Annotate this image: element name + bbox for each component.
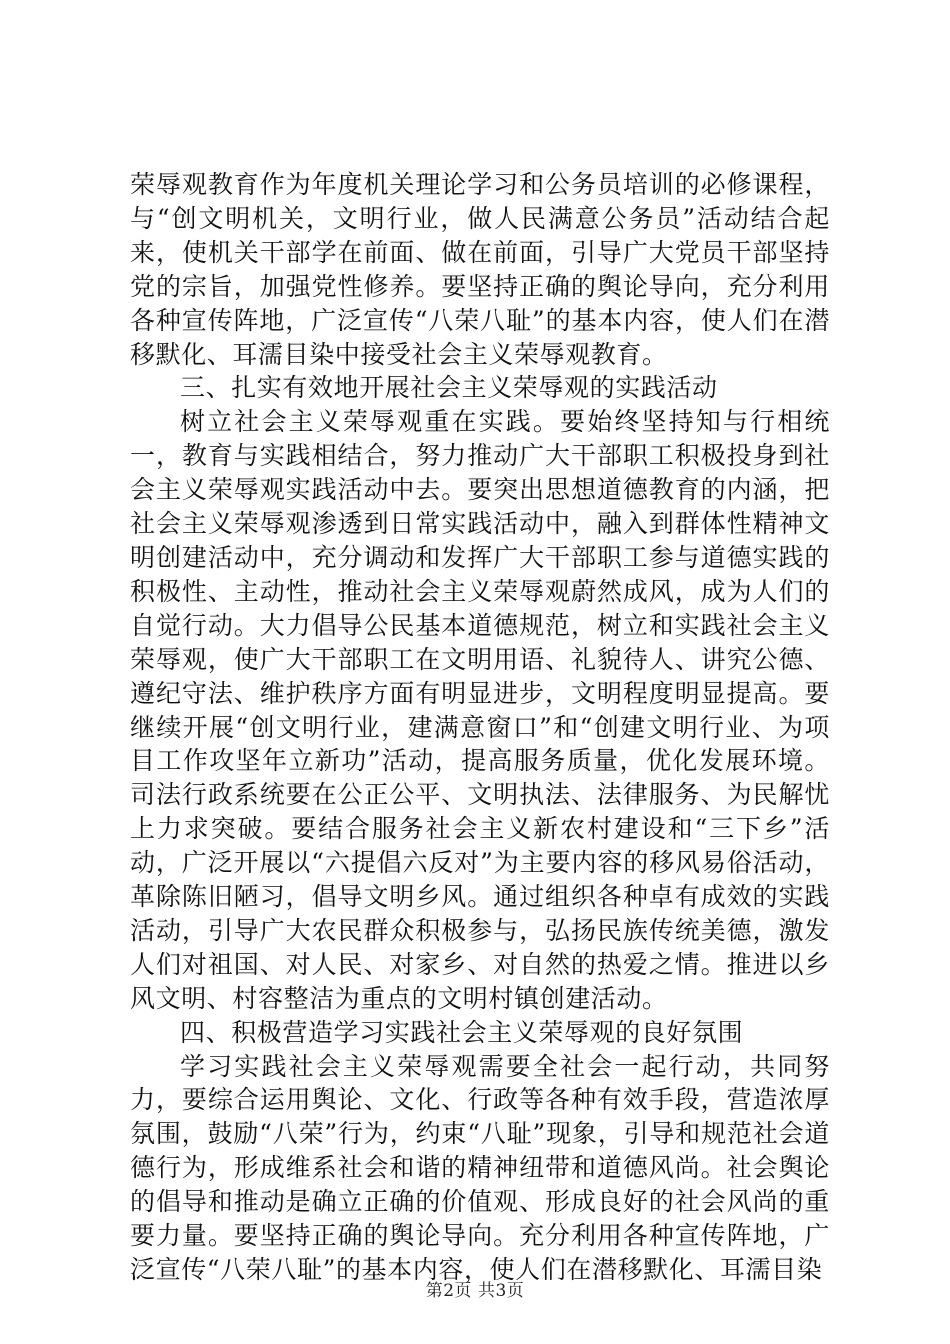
paragraph-atmosphere: 学习实践社会主义荣辱观需要全社会一起行动，共同努力，要综合运用舆论、文化、行政等各种有效手段，营造浓厚氛围，鼓励“八荣”行为，约束“八耻”现象，引导和规范社会道德行为，形成维系社会和谐的精神纽带和道德风尚。社会舆论的倡导和推动是确立正确的价值观、形成良好的社会风尚的重要力量。要坚持正确的舆论导向。充分利用各种宣传阵地，广泛宣传“八荣八耻”的基本内容，使人们在潜移默化、耳濡目染 (130, 1051, 830, 1284)
section-heading-3: 三、扎实有效地开展社会主义荣辱观的实践活动 (180, 373, 718, 403)
page-number-footer: 第2页 共3页 (425, 1281, 525, 1301)
paragraph-continuation: 荣辱观教育作为年度机关理论学习和公务员培训的必修课程，与“创文明机关，文明行业，做人民满意公务员”活动结合起来，使机关干部学在前面、做在前面，引导广大党员干部坚持党的宗旨，加强党性修养。要坚持正确的舆论导向，充分利用各种宣传阵地，广泛宣传“八荣八耻”的基本内容，使人们在潜移默化、耳濡目染中接受社会主义荣辱观教育。 (130, 170, 830, 369)
paragraph-practice: 树立社会主义荣辱观重在实践。要始终坚持知与行相统一，教育与实践相结合，努力推动广大干部职工积极投身到社会主义荣辱观实践活动中去。要突出思想道德教育的内涵，把社会主义荣辱观渗透到日常实践活动中，融入到群体性精神文明创建活动中，充分调动和发挥广大干部职工参与道德实践的积极性、主动性，推动社会主义荣辱观蔚然成风，成为人们的自觉行动。大力倡导公民基本道德规范，树立和实践社会主义荣辱观，使广大干部职工在文明用语、礼貌待人、讲究公德、遵纪守法、维护秩序方面有明显进步，文明程度明显提高。要继续开展“创文明行业，建满意窗口”和“创建文明行业、为项目工作攻坚年立新功”活动，提高服务质量，优化发展环境。司法行政系统要在公正公平、文明执法、法律服务、为民解忧上力求突破。要结合服务社会主义新农村建设和“三下乡”活动，广泛开展以“六提倡六反对”为主要内容的移风易俗活动，革除陈旧陋习，倡导文明乡风。通过组织各种卓有成效的实践活动，引导广大农民群众积极参与，弘扬民族传统美德，激发人们对祖国、对人民、对家乡、对自然的热爱之情。推进以乡风文明、村容整洁为重点的文明村镇创建活动。 (130, 407, 830, 1013)
section-heading-4: 四、积极营造学习实践社会主义荣辱观的良好氛围 (180, 1017, 744, 1047)
document-body (130, 168, 830, 1287)
